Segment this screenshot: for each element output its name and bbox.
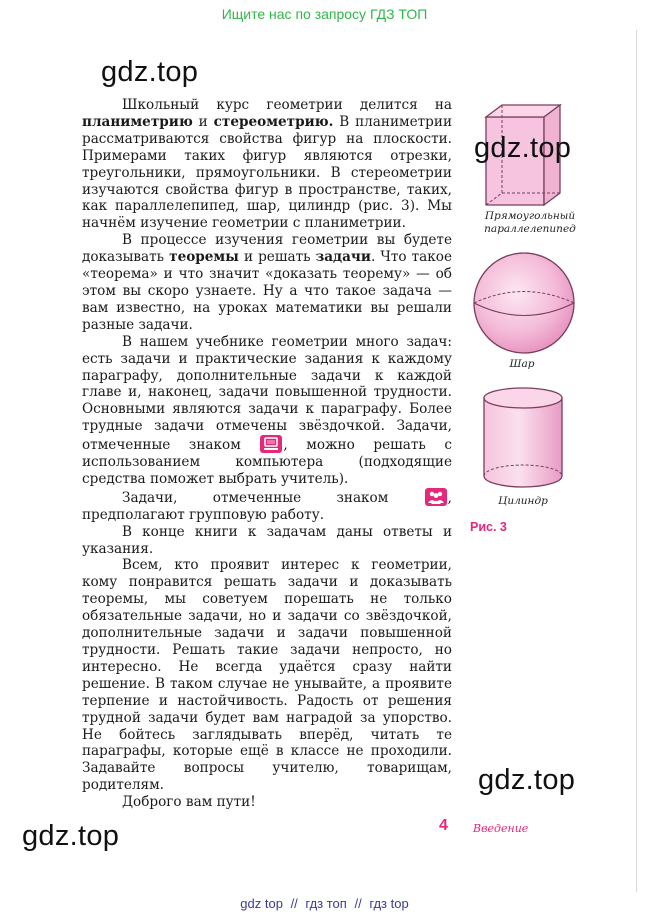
link-gdz-top-ru[interactable]: гдз топ bbox=[305, 896, 347, 911]
bottom-links bbox=[0, 896, 649, 911]
watermark: gdz.top bbox=[478, 764, 576, 796]
paragraph: В конце книги к задачам даны ответы и указания. bbox=[82, 523, 452, 557]
link-gdz-top-mixed[interactable]: гдз top bbox=[369, 896, 409, 911]
link-separator: // bbox=[354, 896, 362, 911]
term-stereometry: стереометрию. bbox=[213, 113, 334, 130]
caption-cylinder: Цилиндр bbox=[498, 495, 548, 507]
page-number: 4 bbox=[439, 817, 448, 834]
cylinder-figure bbox=[482, 386, 564, 490]
caption-parallelepiped: Прямоугольный параллелепипед bbox=[484, 210, 576, 235]
paragraph: В процессе изучения геометрии вы будете доказывать теоремы и решать задачи. Что такое «теорема» и что значит «доказать теорему» — об этом вы скоро узнаете. Ну а что такое задача — вам известно, на уроках математики вы решали разные задачи. bbox=[82, 232, 452, 333]
section-name: Введение bbox=[473, 822, 529, 835]
paragraph: В нашем учебнике геометрии много задач: есть задачи и практические задания к каждому параграфу, дополнительные задачи к каждой главе и, наконец, задачи повышенной трудности. Основными являются задачи к параграфу. Более трудные задачи отмечены звёздочкой. Задачи, отмеченные знаком , можно решать с использованием компьютера (подходящие средства поможет выбрать учитель). bbox=[82, 333, 452, 487]
paragraph: Доброго вам пути! bbox=[122, 794, 256, 811]
paragraph: Задачи, отмеченные знаком , предполагают групповую работу. bbox=[82, 489, 452, 523]
term-problems: задачи bbox=[315, 249, 371, 266]
figure-label: Рис. 3 bbox=[470, 520, 507, 534]
body-text bbox=[82, 97, 452, 811]
search-banner[interactable]: Ищите нас по запросу ГДЗ ТОП bbox=[221, 6, 428, 22]
term-planimetry: планиметрию bbox=[82, 113, 193, 130]
link-separator: // bbox=[290, 896, 298, 911]
caption-sphere: Шар bbox=[509, 358, 535, 370]
computer-icon bbox=[260, 435, 282, 453]
page-edge-rule bbox=[636, 30, 637, 892]
group-work-icon bbox=[425, 488, 447, 506]
link-gdz-top[interactable]: gdz top bbox=[240, 896, 283, 911]
paragraph: Школьный курс геометрии делится на планиметрию и стереометрию. В планиметрии рассматриваются свойства фигур на плоскости. Примерами таких фигур являются отрезки, треугольники, прямоугольники. В стереометрии изучаются свойства фигур в пространстве, таких, как параллелепипед, шар, цилиндр (рис. 3). Мы начнём изучение геометрии с планиметрии. bbox=[82, 97, 452, 232]
sphere-figure bbox=[472, 250, 576, 356]
watermark: gdz.top bbox=[474, 132, 572, 164]
term-theorems: теоремы bbox=[169, 249, 239, 266]
paragraph: Всем, кто проявит интерес к геометрии, кому понравится решать задачи и доказывать теоремы, мы советуем порешать не только обязательные задачи, но и задачи со звёздочкой, дополнительные задачи и задачи повышенной трудности. Решать такие задачи непросто, но интересно. Не всегда удаётся сразу найти решение. В таком случае не унывайте, а проявите терпение и настойчивость. Радость от решения трудной задачи будет вам наградой за упорство. Не бойтесь заглядывать вперёд, читать те параграфы, которые ещё в классе не проходили. Задавайте вопросы учителю, товарищам, родителям. bbox=[82, 557, 452, 794]
watermark: gdz.top bbox=[101, 56, 199, 88]
watermark: gdz.top bbox=[22, 820, 120, 852]
